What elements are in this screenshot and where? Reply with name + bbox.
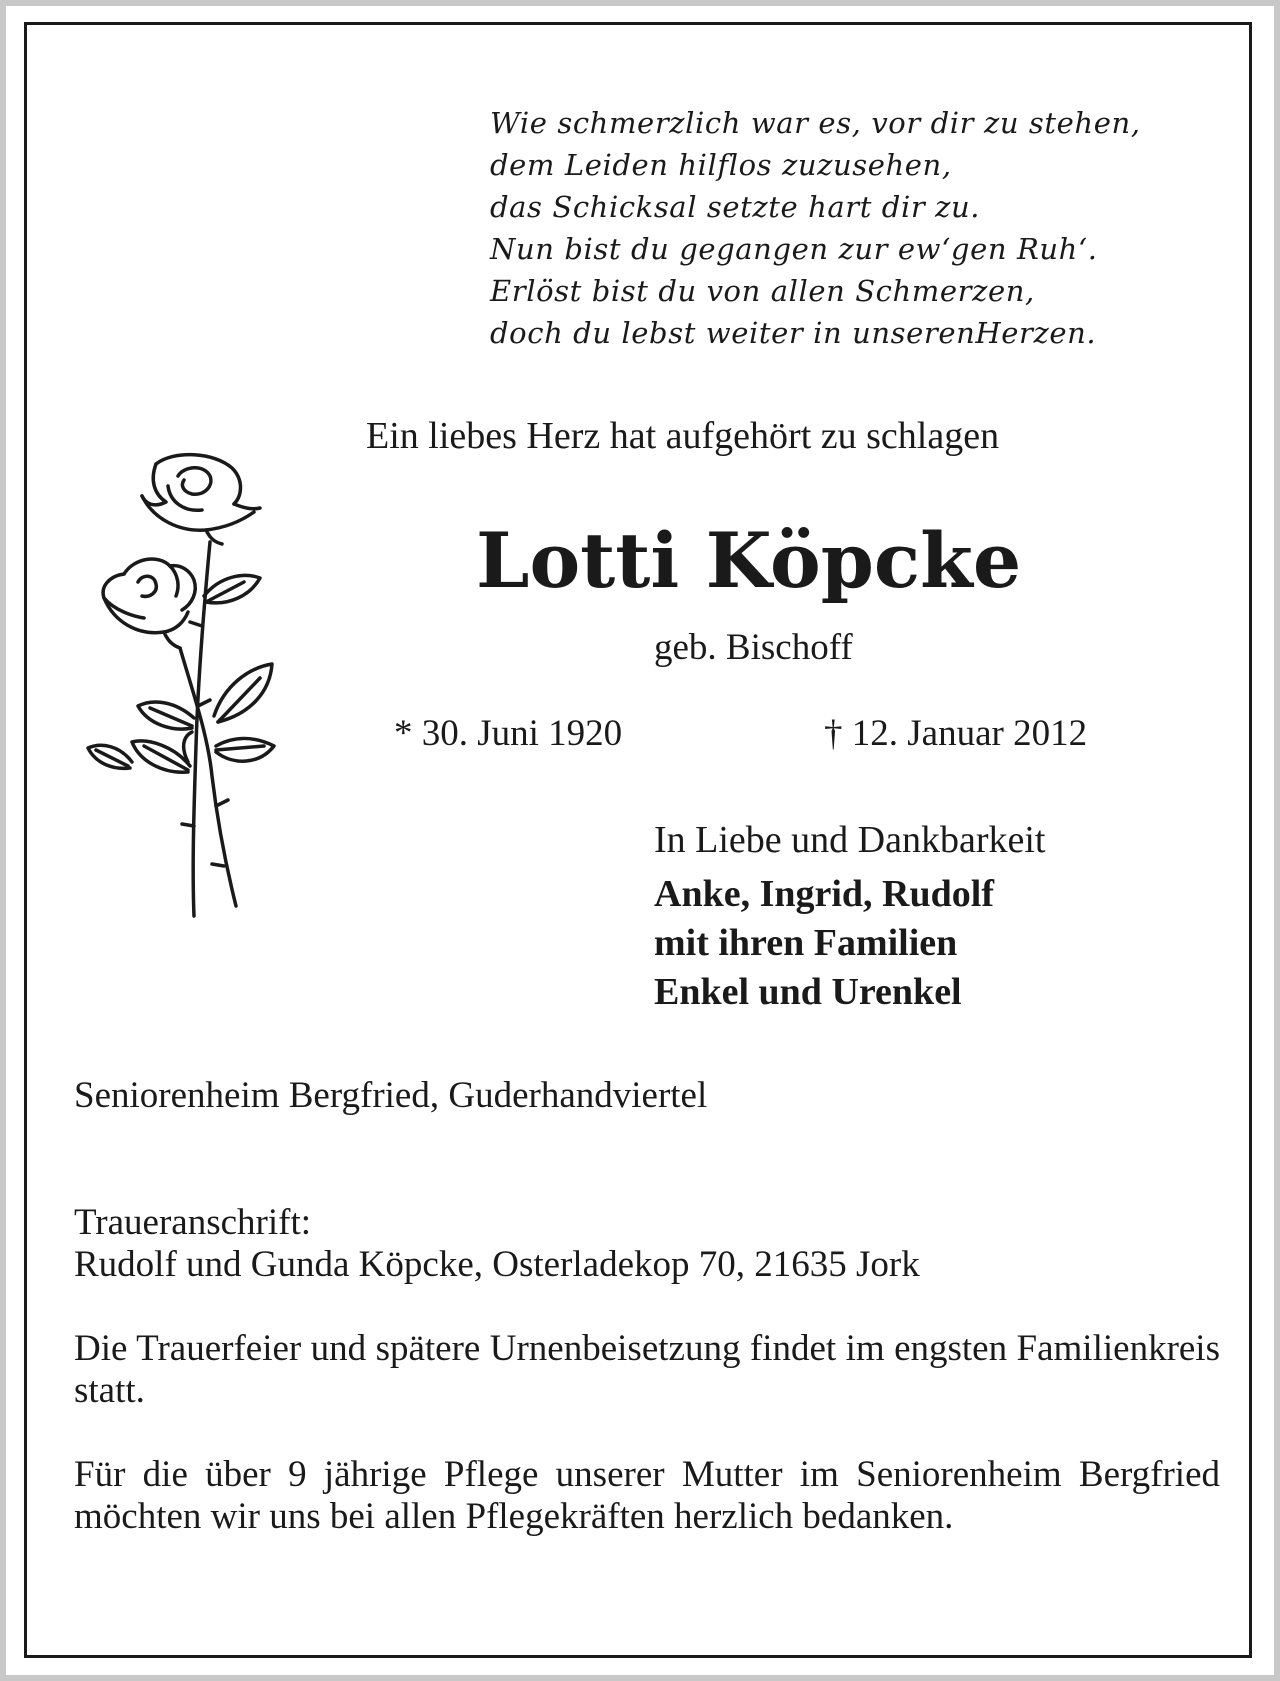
rose-illustration-icon [84, 446, 294, 936]
intro-line: Ein liebes Herz hat aufgehört zu schlagen [366, 415, 1000, 457]
mourner-line: mit ihren Familien [654, 922, 958, 964]
mourners-intro: In Liebe und Dankbarkeit [654, 819, 1046, 861]
deceased-name: Lotti Köpcke [476, 516, 1022, 605]
place-line: Seniorenheim Bergfried, Guderhandviertel [74, 1075, 708, 1116]
mourners-list [654, 870, 994, 1017]
poem [490, 102, 1230, 354]
birth-name: geb. Bischoff [654, 627, 853, 668]
death-date: † 12. Januar 2012 [824, 713, 1088, 754]
poem-line: Wie schmerzlich war es, vor dir zu stehen, [490, 106, 1141, 140]
poem-line: dem Leiden hilflos zuzusehen, [490, 148, 952, 182]
birth-date: * 30. Juni 1920 [394, 713, 623, 754]
mourner-line: Anke, Ingrid, Rudolf [654, 873, 994, 915]
ceremony-notice: Die Trauerfeier und spätere Urnenbeisetzung findet im engsten Familienkreis statt. [74, 1328, 1220, 1411]
obituary-sheet [6, 6, 1274, 1675]
mourner-line: Enkel und Urenkel [654, 971, 962, 1013]
poem-line: das Schicksal setzte hart dir zu. [490, 190, 981, 224]
poem-line: Erlöst bist du von allen Schmerzen, [490, 274, 1035, 308]
address-line: Rudolf und Gunda Köpcke, Osterladekop 70, 21635 Jork [74, 1244, 920, 1285]
poem-line: doch du lebst weiter in unserenHerzen. [490, 316, 1097, 350]
address-label: Traueranschrift: [74, 1202, 312, 1243]
gratitude-note: Für die über 9 jährige Pflege unserer Mutter im Seniorenheim Bergfried möchten wir uns bei allen Pflegekräften herzlich bedanken. [74, 1454, 1220, 1537]
mourning-address [74, 1202, 920, 1286]
poem-line: Nun bist du gegangen zur ew‘gen Ruh‘. [490, 232, 1098, 266]
